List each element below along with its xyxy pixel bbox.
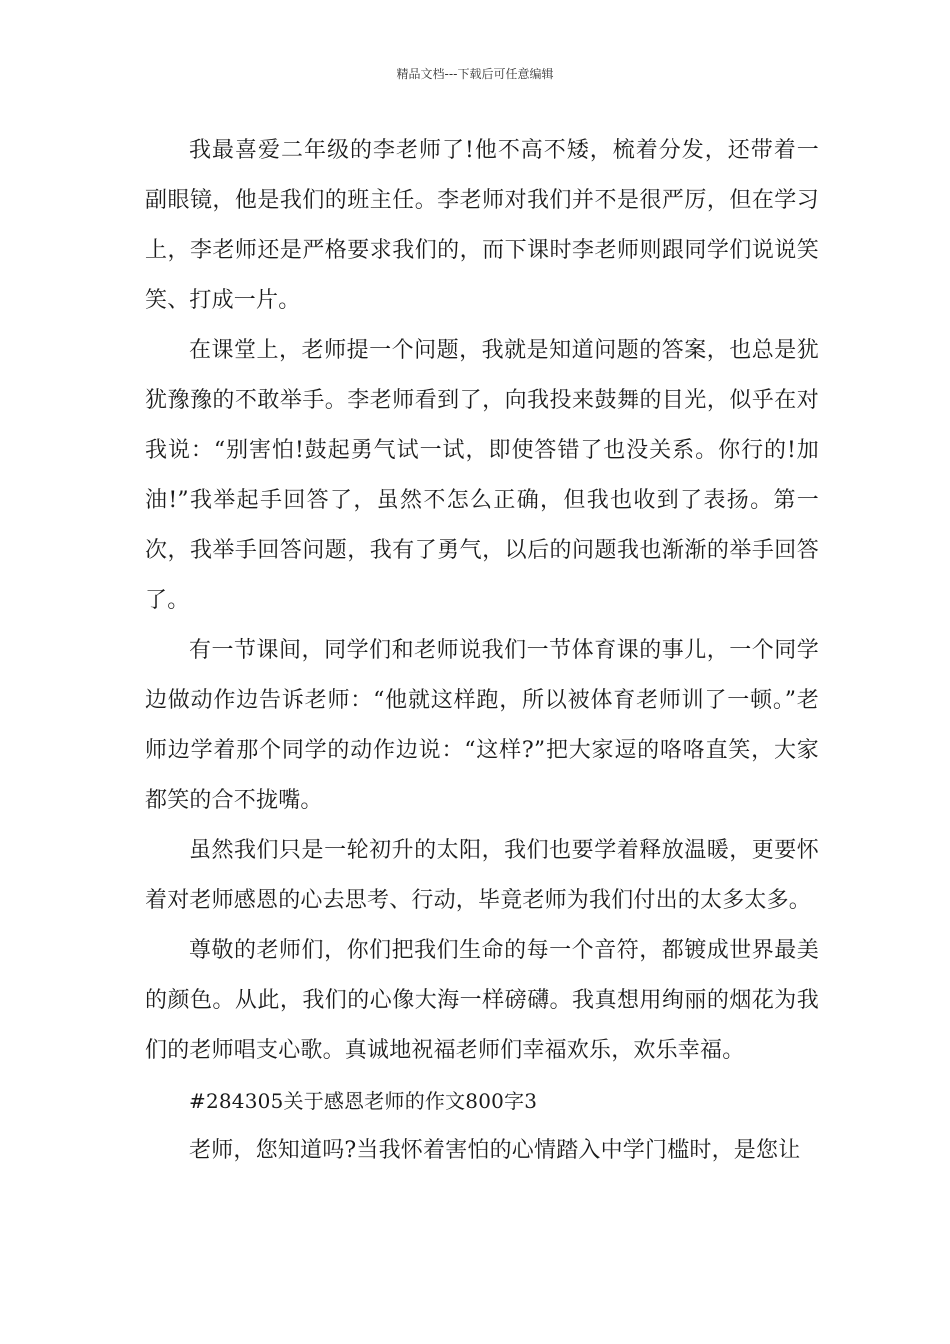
paragraph-5: 尊敬的老师们，你们把我们生命的每一个音符，都镀成世界最美的颜色。从此，我们的心像大海一样磅礴。我真想用绚丽的烟花为我们的老师唱支心歌。真诚地祝福老师们幸福欢乐，欢乐幸福。 bbox=[145, 938, 819, 1063]
paragraph-2: 在课堂上，老师提一个问题，我就是知道问题的答案，也总是犹犹豫豫的不敢举手。李老师看到了，向我投来鼓舞的目光，似乎在对我说：“别害怕!鼓起勇气试一试，即使答错了也没关系。你行的!加油!”我举起手回答了，虽然不怎么正确，但我也收到了表扬。第一次，我举手回答问题，我有了勇气，以后的问题我也渐渐的举手回答了。 bbox=[145, 338, 819, 613]
paragraph-4: 虽然我们只是一轮初升的太阳，我们也要学着释放温暖，更要怀着对老师感恩的心去思考、行动，毕竟老师为我们付出的太多太多。 bbox=[145, 838, 819, 913]
document-body bbox=[145, 126, 819, 1176]
page-header: 精品文档---下载后可任意编辑 bbox=[396, 67, 554, 81]
paragraph-3: 有一节课间，同学们和老师说我们一节体育课的事儿，一个同学边做动作边告诉老师：“他就这样跑，所以被体育老师训了一顿。”老师边学着那个同学的动作边说：“这样?”把大家逗的咯咯直笑，大家都笑的合不拢嘴。 bbox=[145, 638, 819, 813]
paragraph-6: 老师，您知道吗?当我怀着害怕的心情踏入中学门槛时，是您让 bbox=[189, 1138, 801, 1163]
essay-subtitle: #284305关于感恩老师的作文800字3 bbox=[189, 1089, 538, 1113]
paragraph-1: 我最喜爱二年级的李老师了!他不高不矮，梳着分发，还带着一副眼镜，他是我们的班主任。李老师对我们并不是很严厉，但在学习上，李老师还是严格要求我们的，而下课时李老师则跟同学们说说笑笑、打成一片。 bbox=[145, 138, 819, 313]
